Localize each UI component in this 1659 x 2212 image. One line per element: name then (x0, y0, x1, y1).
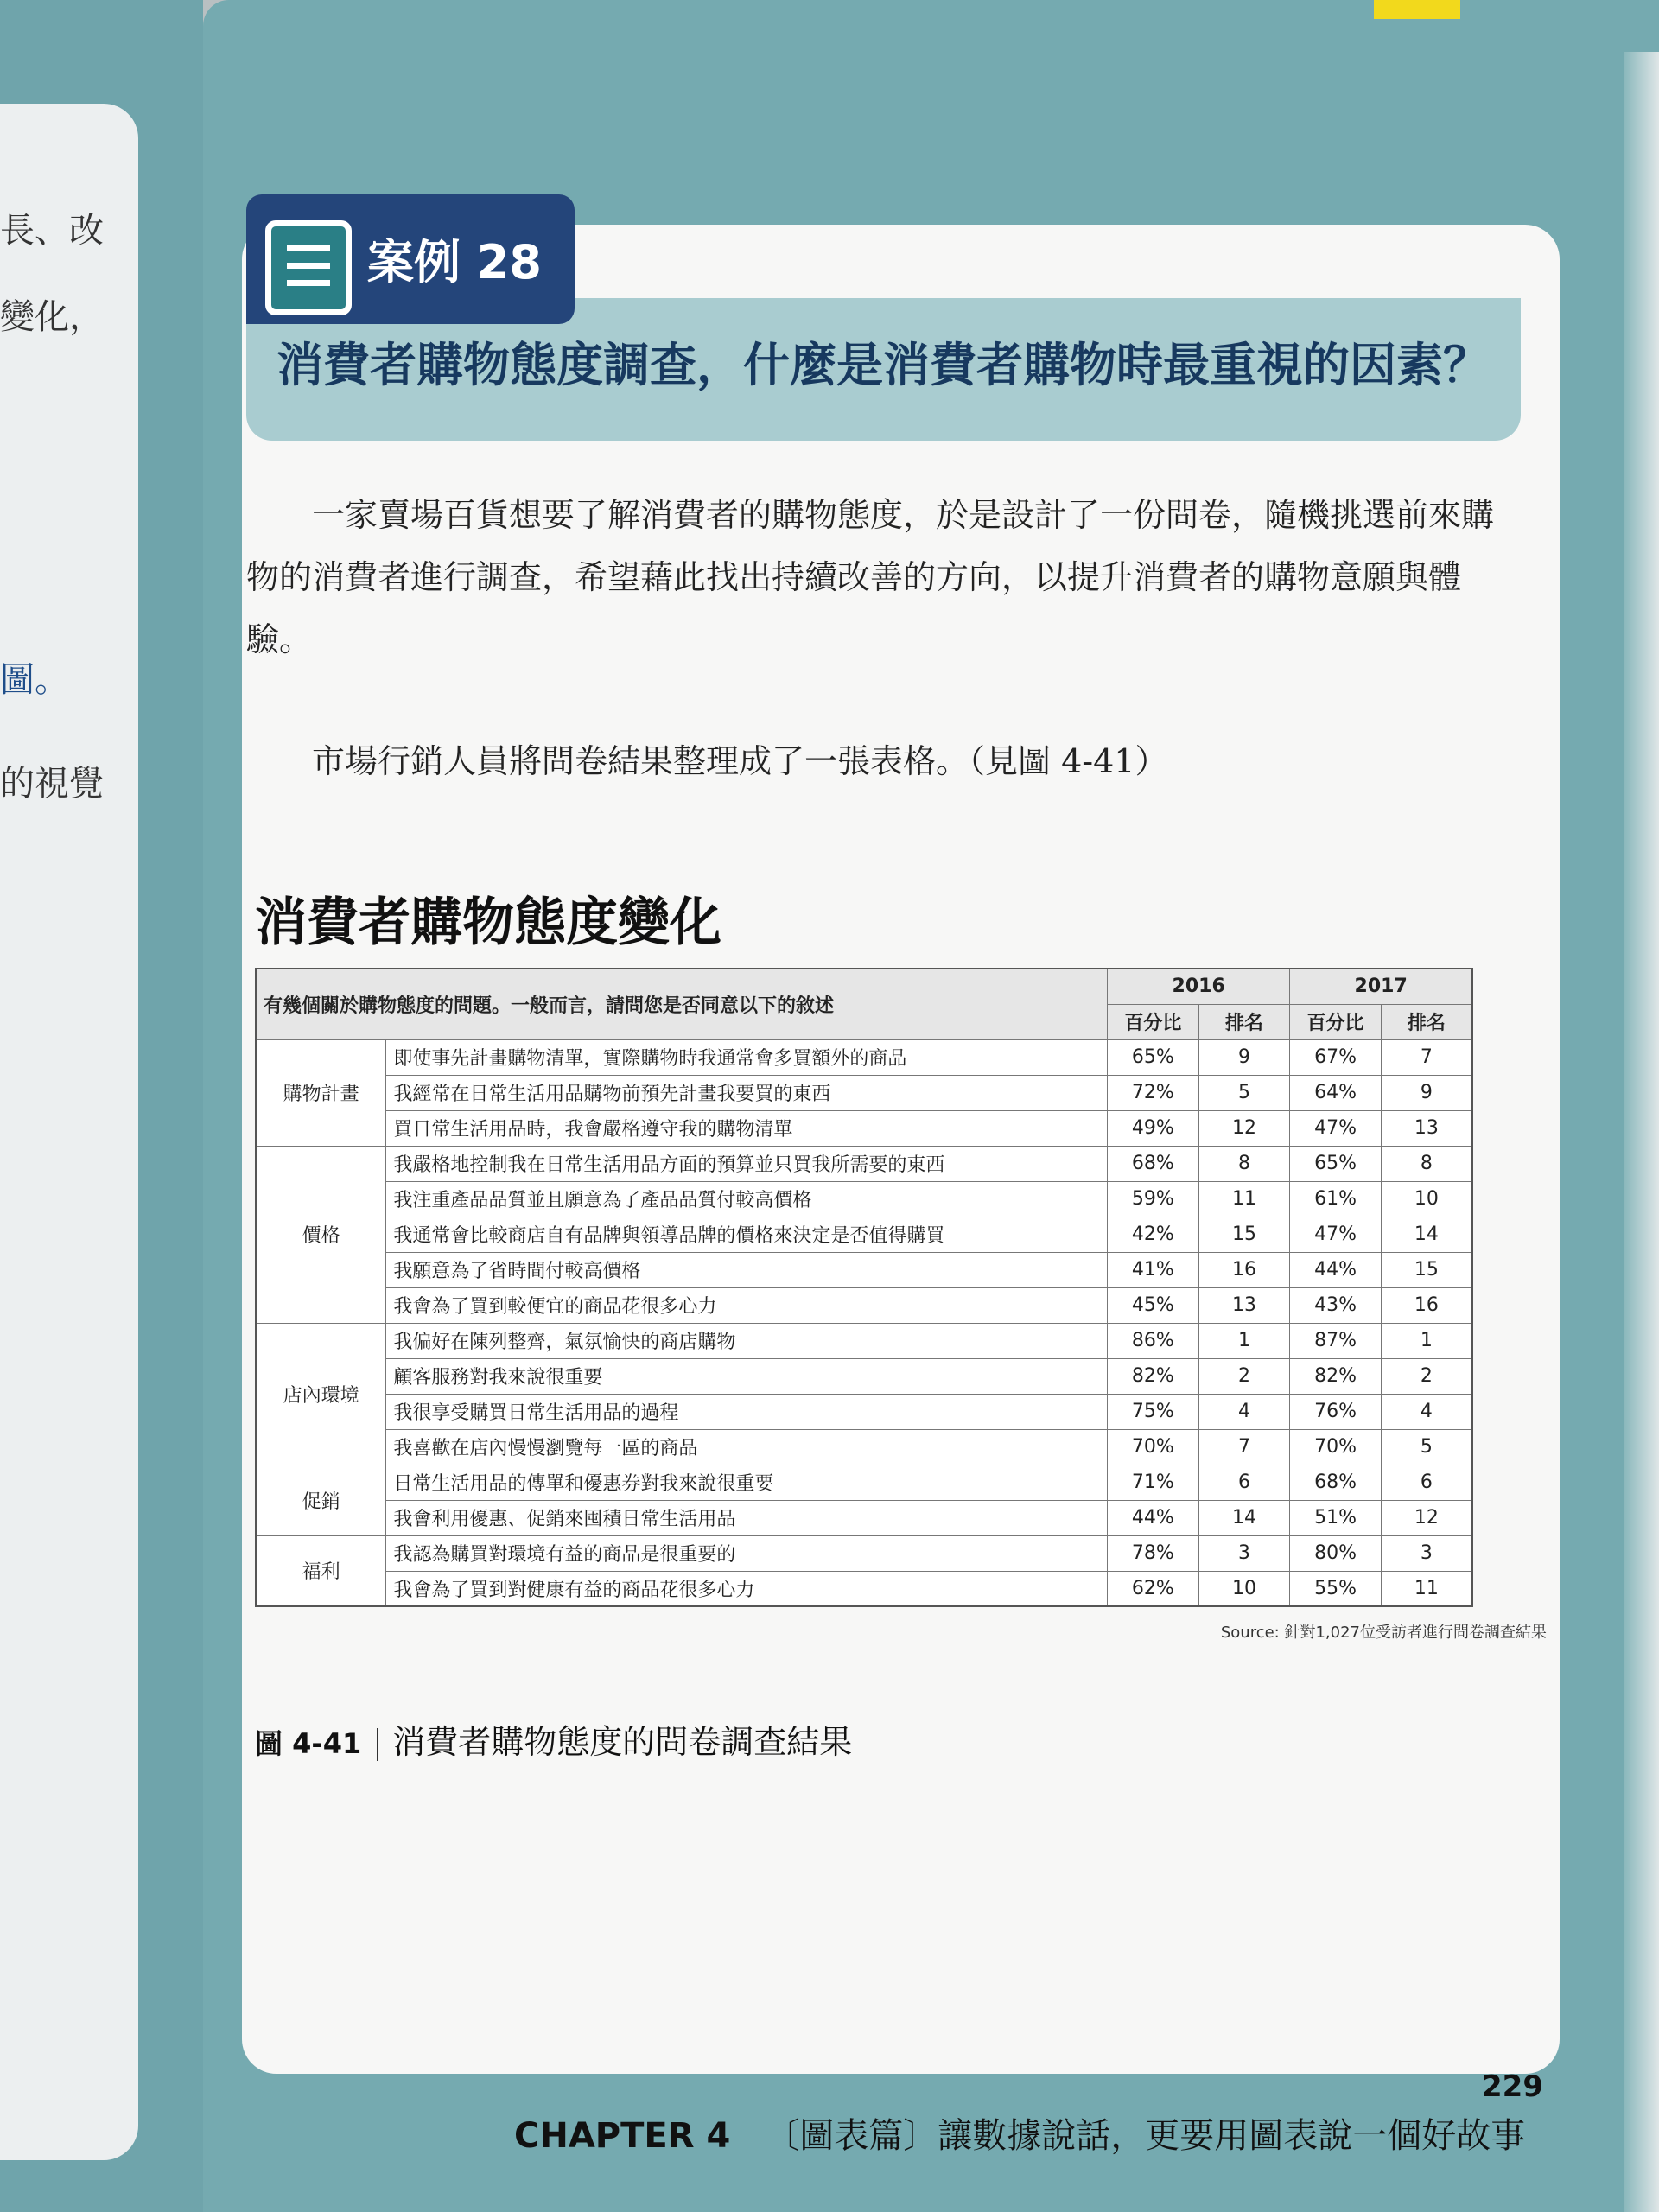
value-cell: 12 (1198, 1110, 1290, 1146)
value-cell: 7 (1381, 1039, 1472, 1075)
right-page (203, 0, 1659, 2212)
table-row (256, 1039, 1472, 1075)
statement-cell: 我經常在日常生活用品購物前預先計畫我要買的東西 (386, 1075, 1108, 1110)
value-cell: 6 (1198, 1465, 1290, 1500)
value-cell: 4 (1381, 1394, 1472, 1429)
value-cell: 9 (1381, 1075, 1472, 1110)
category-cell: 店內環境 (256, 1323, 386, 1465)
left-page-fragment: 變化， (0, 297, 104, 337)
value-cell: 13 (1381, 1110, 1472, 1146)
value-cell: 47% (1290, 1217, 1382, 1252)
table-row (256, 1465, 1472, 1500)
table-row (256, 1075, 1472, 1110)
table-row (256, 1535, 1472, 1571)
case-label: 案例 28 (367, 235, 542, 289)
caption-text: 消費者購物態度的問卷調查結果 (392, 1723, 853, 1761)
value-cell: 16 (1381, 1287, 1472, 1323)
value-cell: 71% (1108, 1465, 1199, 1500)
question-header: 有幾個關於購物態度的問題。一般而言，請問您是否同意以下的敘述 (256, 969, 1108, 1039)
table-row (256, 1287, 1472, 1323)
figure-number: 圖 4-41 (255, 1727, 362, 1760)
column-header: 排名 (1381, 1004, 1472, 1039)
left-page-paper (0, 104, 138, 2160)
case-badge (246, 194, 575, 324)
table-row (256, 1571, 1472, 1606)
category-cell: 福利 (256, 1535, 386, 1606)
value-cell: 67% (1290, 1039, 1382, 1075)
left-page-fragment: 圖。 (0, 660, 69, 700)
statement-cell: 我很享受購買日常生活用品的過程 (386, 1394, 1108, 1429)
left-page-fragment: 長、改 (0, 211, 104, 251)
statement-cell: 我願意為了省時間付較高價格 (386, 1252, 1108, 1287)
chapter-label: CHAPTER 4 (514, 2116, 731, 2156)
value-cell: 3 (1381, 1535, 1472, 1571)
statement-cell: 我會為了買到對健康有益的商品花很多心力 (386, 1571, 1108, 1606)
category-cell: 價格 (256, 1146, 386, 1323)
value-cell: 82% (1290, 1358, 1382, 1394)
source-note: Source: 針對1,027位受訪者進行問卷調查結果 (1220, 1624, 1547, 1642)
running-footer (514, 2108, 1525, 2158)
value-cell: 62% (1108, 1571, 1199, 1606)
reference-paragraph: 市場行銷人員將問卷結果整理成了一張表格。（見圖 4-41） (312, 742, 1168, 780)
value-cell: 75% (1108, 1394, 1199, 1429)
value-cell: 15 (1198, 1217, 1290, 1252)
page-number: 229 (1482, 2069, 1543, 2104)
document-tray-icon (265, 220, 352, 315)
value-cell: 16 (1198, 1252, 1290, 1287)
column-header: 排名 (1198, 1004, 1290, 1039)
table-row (256, 1500, 1472, 1535)
value-cell: 47% (1290, 1110, 1382, 1146)
value-cell: 72% (1108, 1075, 1199, 1110)
value-cell: 10 (1381, 1181, 1472, 1217)
value-cell: 80% (1290, 1535, 1382, 1571)
value-cell: 10 (1198, 1571, 1290, 1606)
value-cell: 68% (1108, 1146, 1199, 1181)
value-cell: 65% (1108, 1039, 1199, 1075)
value-cell: 11 (1381, 1571, 1472, 1606)
figure-caption (255, 1715, 852, 1763)
statement-cell: 我會為了買到較便宜的商品花很多心力 (386, 1287, 1108, 1323)
intro-paragraph: 一家賣場百貨想要了解消費者的購物態度，於是設計了一份問卷，隨機挑選前來購物的消費者進行調查，希望藉此找出持續改善的方向，以提升消費者的購物意願與體驗。 (246, 496, 1495, 658)
table-row (256, 1181, 1472, 1217)
value-cell: 70% (1108, 1429, 1199, 1465)
table-row (256, 1323, 1472, 1358)
value-cell: 86% (1108, 1323, 1199, 1358)
value-cell: 65% (1290, 1146, 1382, 1181)
value-cell: 68% (1290, 1465, 1382, 1500)
table-row (256, 1252, 1472, 1287)
value-cell: 1 (1381, 1323, 1472, 1358)
case-title: 消費者購物態度調查，什麼是消費者購物時最重視的因素？ (276, 337, 1490, 392)
value-cell: 5 (1198, 1075, 1290, 1110)
statement-cell: 我嚴格地控制我在日常生活用品方面的預算並只買我所需要的東西 (386, 1146, 1108, 1181)
statement-cell: 我注重產品品質並且願意為了產品品質付較高價格 (386, 1181, 1108, 1217)
page-edge (1624, 52, 1659, 2212)
value-cell: 70% (1290, 1429, 1382, 1465)
value-cell: 8 (1198, 1146, 1290, 1181)
table-row (256, 1394, 1472, 1429)
statement-cell: 即使事先計畫購物清單，實際購物時我通常會多買額外的商品 (386, 1039, 1108, 1075)
category-cell: 購物計畫 (256, 1039, 386, 1146)
table-row (256, 1110, 1472, 1146)
table-row (256, 1429, 1472, 1465)
value-cell: 4 (1198, 1394, 1290, 1429)
value-cell: 42% (1108, 1217, 1199, 1252)
value-cell: 49% (1108, 1110, 1199, 1146)
year-header: 2017 (1290, 969, 1472, 1004)
value-cell: 64% (1290, 1075, 1382, 1110)
sticky-note-tab (1374, 0, 1460, 19)
value-cell: 59% (1108, 1181, 1199, 1217)
value-cell: 12 (1381, 1500, 1472, 1535)
table-row (256, 1217, 1472, 1252)
statement-cell: 我偏好在陳列整齊，氣氛愉快的商店購物 (386, 1323, 1108, 1358)
value-cell: 41% (1108, 1252, 1199, 1287)
left-page (0, 0, 203, 2212)
left-page-fragment: 的視覺 (0, 764, 104, 804)
statement-cell: 顧客服務對我來說很重要 (386, 1358, 1108, 1394)
value-cell: 82% (1108, 1358, 1199, 1394)
value-cell: 8 (1381, 1146, 1472, 1181)
value-cell: 6 (1381, 1465, 1472, 1500)
statement-cell: 我通常會比較商店自有品牌與領導品牌的價格來決定是否值得購買 (386, 1217, 1108, 1252)
caption-divider (377, 1728, 378, 1761)
statement-cell: 我認為購買對環境有益的商品是很重要的 (386, 1535, 1108, 1571)
value-cell: 1 (1198, 1323, 1290, 1358)
value-cell: 51% (1290, 1500, 1382, 1535)
table-row (256, 1358, 1472, 1394)
statement-cell: 我喜歡在店內慢慢瀏覽每一區的商品 (386, 1429, 1108, 1465)
value-cell: 61% (1290, 1181, 1382, 1217)
year-header: 2016 (1108, 969, 1290, 1004)
value-cell: 78% (1108, 1535, 1199, 1571)
value-cell: 9 (1198, 1039, 1290, 1075)
chapter-title: 〔圖表篇〕讓數據說話，更要用圖表說一個好故事 (765, 2116, 1526, 2156)
column-header: 百分比 (1290, 1004, 1382, 1039)
table-row (256, 1146, 1472, 1181)
value-cell: 13 (1198, 1287, 1290, 1323)
survey-table-body (256, 1039, 1472, 1606)
value-cell: 44% (1290, 1252, 1382, 1287)
value-cell: 14 (1198, 1500, 1290, 1535)
statement-cell: 買日常生活用品時，我會嚴格遵守我的購物清單 (386, 1110, 1108, 1146)
value-cell: 15 (1381, 1252, 1472, 1287)
column-header: 百分比 (1108, 1004, 1199, 1039)
value-cell: 45% (1108, 1287, 1199, 1323)
statement-cell: 日常生活用品的傳單和優惠券對我來說很重要 (386, 1465, 1108, 1500)
value-cell: 43% (1290, 1287, 1382, 1323)
table-title: 消費者購物態度變化 (255, 893, 721, 953)
statement-cell: 我會利用優惠、促銷來囤積日常生活用品 (386, 1500, 1108, 1535)
value-cell: 14 (1381, 1217, 1472, 1252)
survey-table (255, 968, 1473, 1607)
value-cell: 2 (1381, 1358, 1472, 1394)
value-cell: 76% (1290, 1394, 1382, 1429)
value-cell: 44% (1108, 1500, 1199, 1535)
value-cell: 5 (1381, 1429, 1472, 1465)
value-cell: 3 (1198, 1535, 1290, 1571)
value-cell: 87% (1290, 1323, 1382, 1358)
value-cell: 11 (1198, 1181, 1290, 1217)
value-cell: 55% (1290, 1571, 1382, 1606)
category-cell: 促銷 (256, 1465, 386, 1535)
value-cell: 7 (1198, 1429, 1290, 1465)
value-cell: 2 (1198, 1358, 1290, 1394)
